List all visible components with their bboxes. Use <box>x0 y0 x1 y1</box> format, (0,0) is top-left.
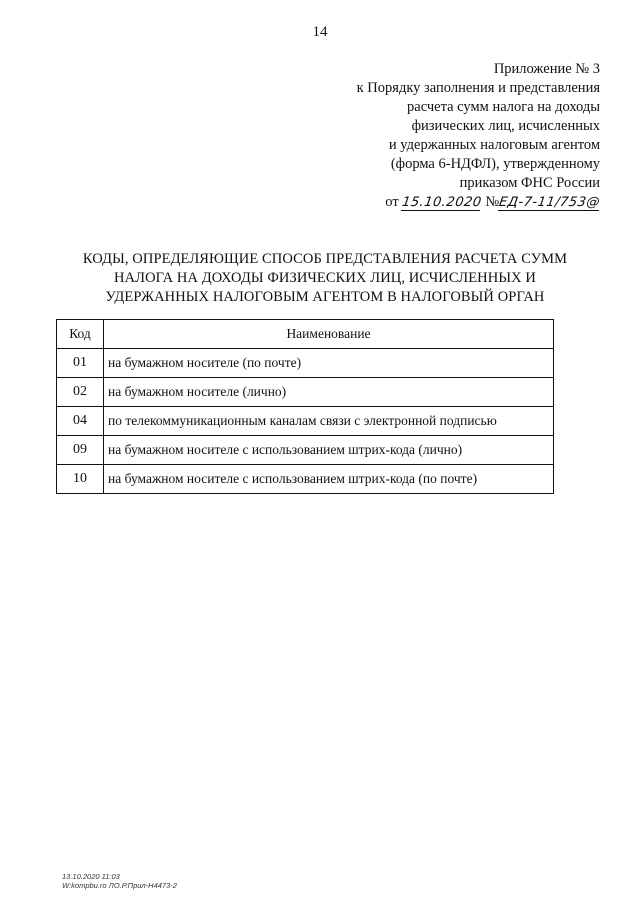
table-row <box>57 407 554 436</box>
appendix-line: и удержанных налоговым агентом <box>388 137 600 153</box>
page-number: 14 <box>312 24 328 40</box>
appendix-line: Приложение № 3 <box>493 61 600 77</box>
appendix-line: физических лиц, исчисленных <box>411 118 600 134</box>
table-header-row <box>57 320 554 349</box>
table-row <box>57 465 554 494</box>
row-code: 02 <box>57 378 104 407</box>
appendix-block <box>300 60 600 212</box>
appendix-line: расчета сумм налога на доходы <box>407 99 600 115</box>
codes-table <box>56 319 554 494</box>
order-prefix: от <box>385 194 399 210</box>
appendix-line: приказом ФНС России <box>459 175 600 191</box>
row-name: по телекоммуникационным каналам связи с электронной подписью <box>104 407 554 436</box>
appendix-line: (форма 6-НДФЛ), утвержденному <box>390 156 600 172</box>
heading-line: УДЕРЖАННЫХ НАЛОГОВЫМ АГЕНТОМ В НАЛОГОВЫЙ ОРГАН <box>105 289 545 305</box>
row-name: на бумажном носителе с использованием штрих-кода (лично) <box>104 436 554 465</box>
row-code: 10 <box>57 465 104 494</box>
heading-line: НАЛОГА НА ДОХОДЫ ФИЗИЧЕСКИХ ЛИЦ, ИСЧИСЛЕННЫХ И <box>114 270 536 286</box>
row-name: на бумажном носителе (лично) <box>104 378 554 407</box>
footer-stamp <box>62 872 177 890</box>
table-row <box>57 436 554 465</box>
row-name: на бумажном носителе с использованием штрих-кода (по почте) <box>104 465 554 494</box>
appendix-line: к Порядку заполнения и представления <box>356 80 600 96</box>
table-row <box>57 349 554 378</box>
order-date-handwritten: 15.10.2020 <box>401 195 483 210</box>
order-number-handwritten: ЕД-7-11/753@ <box>498 195 602 210</box>
row-name: на бумажном носителе (по почте) <box>104 349 554 378</box>
order-line <box>300 193 600 212</box>
heading-line: КОДЫ, ОПРЕДЕЛЯЮЩИЕ СПОСОБ ПРЕДСТАВЛЕНИЯ РАСЧЕТА СУММ <box>82 251 568 267</box>
order-number-sign: № <box>485 194 500 210</box>
header-code: Код <box>57 320 104 349</box>
row-code: 09 <box>57 436 104 465</box>
table-row <box>57 378 554 407</box>
footer-file-path: W:kompbu.ro ЛО.Р.Прил-Н4473-2 <box>62 881 177 890</box>
footer-timestamp: 13.10.2020 11:03 <box>62 872 120 881</box>
header-name: Наименование <box>104 320 554 349</box>
row-code: 01 <box>57 349 104 378</box>
document-heading <box>60 250 590 307</box>
row-code: 04 <box>57 407 104 436</box>
